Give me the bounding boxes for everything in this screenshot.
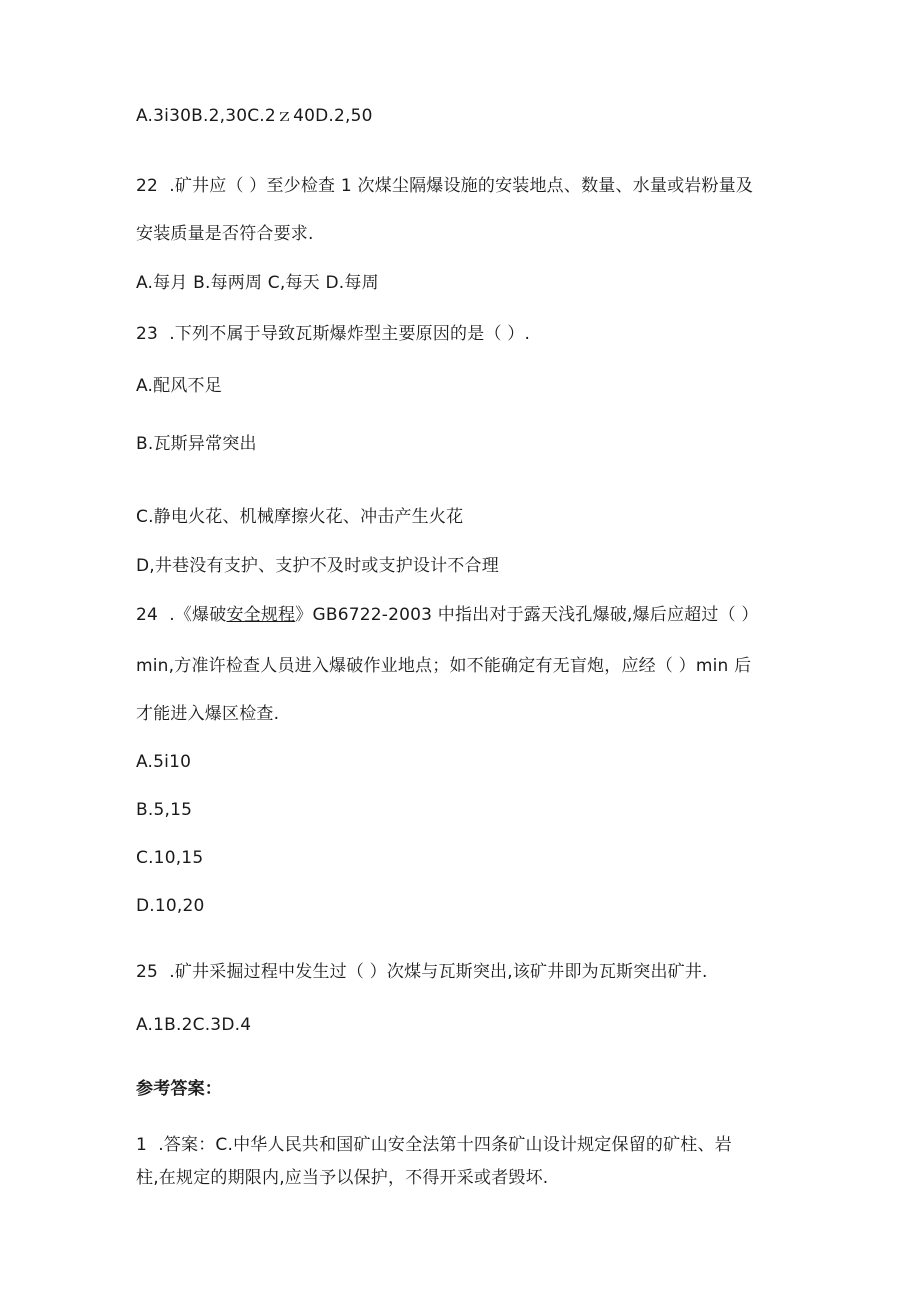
q24-option-b: B.5,15 [136,800,193,820]
q24-option-a: A.5ⅰ10 [136,752,192,772]
q23-option-a: A.配风不足 [136,376,222,396]
q24-question-line-3: 才能进入爆区检查. [136,704,280,724]
q24-prefix: 24 .《爆破 [136,605,227,625]
q22-options: A.每月 B.每两周 C,每天 D.每周 [136,273,379,293]
q24-suffix: 》GB6722-2003 中指出对于露天浅孔爆破,爆后应超过（ ） [295,605,759,625]
q24-question-line-1 [136,603,759,627]
q23-option-c: C.静电火花、机械摩擦火花、冲击产生火花 [136,507,464,527]
q23-option-d: D,井巷没有支护、支护不及时或支护设计不合理 [136,556,499,576]
q24-option-c: C.10,15 [136,848,204,868]
q22-question-line-2: 安装质量是否符合要求. [136,224,314,244]
q22-question-line-1: 22 .矿井应（ ）至少检查 1 次煤尘隔爆设施的安装地点、数量、水量或岩粉量及 [136,176,754,196]
q25-options: A.1B.2C.3D.4 [136,1015,252,1035]
q23-option-b: B.瓦斯异常突出 [136,434,257,454]
answer-1-line-2: 柱,在规定的期限内,应当予以保护，不得开采或者毁坏. [136,1168,549,1188]
q23-question: 23 .下列不属于导致瓦斯爆炸型主要原因的是（ ）. [136,324,531,344]
q24-underlined-title: 安全规程 [226,605,296,625]
q24-option-d: D.10,20 [136,896,205,916]
q21-options: A.3ⅰ30B.2,30C.2ｚ40D.2,50 [136,106,373,126]
q25-question: 25 .矿井采掘过程中发生过（ ）次煤与瓦斯突出,该矿井即为瓦斯突出矿井. [136,962,708,982]
q24-question-line-2: min,方准许检查人员进入爆破作业地点；如不能确定有无盲炮，应经（ ）min 后 [136,656,752,676]
answer-section-title: 参考答案： [136,1079,222,1099]
answer-1-line-1: 1 .答案：C.中华人民共和国矿山安全法第十四条矿山设计规定保留的矿柱、岩 [136,1135,732,1155]
